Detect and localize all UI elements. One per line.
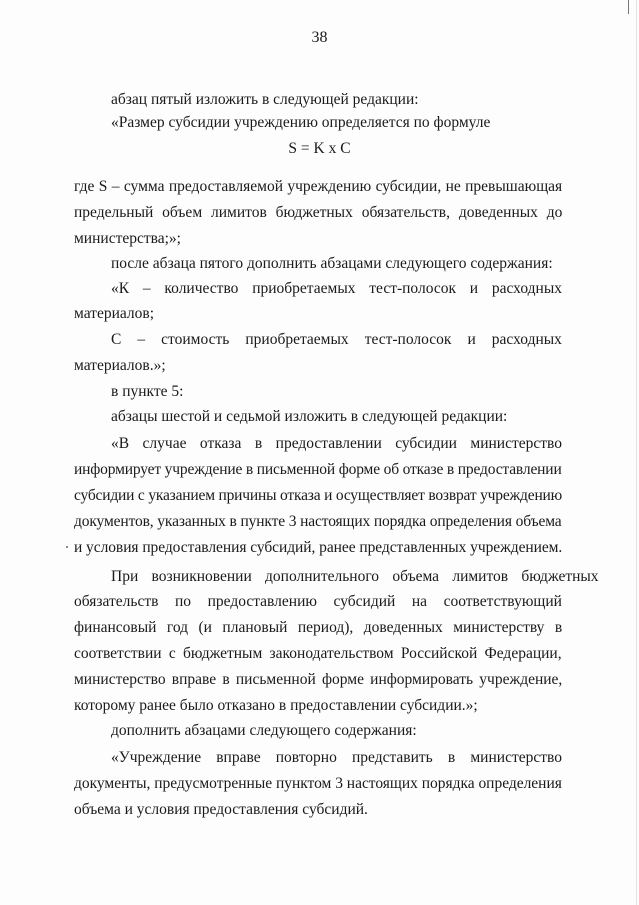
justified-line: [111, 748, 562, 768]
paragraph-line: дополнить абзацами следующего содержания:: [111, 722, 417, 739]
paragraph-line: объема и условия предоставления субсидий.: [74, 801, 368, 818]
word: представить: [351, 749, 433, 766]
word: «В: [111, 435, 130, 452]
word: обязательств: [74, 593, 159, 610]
word: С: [111, 331, 122, 348]
word: соответствующий: [443, 593, 562, 610]
paragraph-line: которому ранее было отказано в предоставлении субсидии.»;: [74, 697, 478, 714]
paragraph-line: информирует учреждение в письменной форме об отказе в предоставлении: [74, 461, 562, 478]
paragraph-line: предельный объем лимитов бюджетных обязательств, доведенных до: [74, 204, 563, 221]
paragraph-line: субсидии с указанием причины отказа и осуществляет возврат учреждению: [74, 487, 563, 504]
paragraph-line: после абзаца пятого дополнить абзацами следующего содержания:: [111, 255, 553, 272]
justified-line: [111, 330, 562, 350]
paragraph-line: документы, предусмотренные пунктом 3 настоящих порядка определения: [74, 775, 562, 792]
scan-artifact-dot: [66, 546, 68, 548]
justified-line: [111, 279, 562, 299]
word: и: [467, 331, 476, 348]
scan-artifact-edge: [636, 0, 637, 905]
paragraph-line: министерства;»;: [74, 230, 181, 247]
scan-artifact-line: [628, 0, 629, 14]
word: –: [142, 280, 151, 297]
word: –: [137, 331, 146, 348]
word: отказа: [199, 435, 242, 452]
justified-line: [111, 434, 562, 454]
paragraph-line: где S – сумма предоставляемой учреждению субсидии, не превышающая: [74, 178, 563, 195]
word: расходных: [491, 280, 562, 297]
paragraph-line: финансовый год (и плановый период), доведенных министерству в: [74, 619, 563, 636]
paragraph-line: документов, указанных в пункте 3 настоящих порядка определения объема: [74, 513, 562, 530]
word: тест-полосок: [369, 280, 457, 297]
paragraph-line: абзацы шестой и седьмой изложить в следующей редакции:: [111, 408, 508, 425]
paragraph-line: При возникновении дополнительного объема лимитов бюджетных: [111, 568, 599, 585]
paragraph-line: министерство вправе в письменной форме информировать учреждение,: [74, 671, 563, 688]
word: «К: [111, 280, 130, 297]
page-number: 38: [311, 29, 328, 46]
paragraph-line: и условия предоставления субсидий, ранее представленных учреждением.: [74, 539, 563, 556]
word: министерство: [470, 749, 562, 766]
word: и: [469, 280, 479, 297]
paragraph-line: материалов;: [74, 305, 155, 322]
word: в: [447, 749, 456, 766]
word: приобретаемых: [245, 331, 349, 348]
word: министерство: [470, 435, 562, 452]
word: предоставлении: [275, 435, 382, 452]
word: субсидии: [395, 435, 457, 452]
paragraph-line: соответствии с бюджетным законодательством Российской Федерации,: [74, 645, 562, 662]
word: в: [254, 435, 263, 452]
word: случае: [142, 435, 187, 452]
word: на: [411, 593, 428, 610]
word: вправе: [216, 749, 261, 766]
word: по: [174, 593, 192, 610]
word: стоимость: [161, 331, 230, 348]
justified-line: [74, 592, 562, 612]
word: количество: [164, 280, 239, 297]
word: приобретаемых: [252, 280, 356, 297]
paragraph-line: в пункте 5:: [111, 383, 184, 400]
word: предоставлению: [207, 593, 317, 610]
word: расходных: [491, 331, 562, 348]
paragraph-line: материалов.»;: [74, 357, 166, 374]
paragraph-line: абзац пятый изложить в следующей редакции:: [111, 91, 419, 108]
word: повторно: [275, 749, 337, 766]
word: субсидий: [333, 593, 396, 610]
paragraph-line: «Размер субсидии учреждению определяется по формуле: [111, 114, 491, 131]
word: «Учреждение: [111, 749, 202, 766]
formula: S = K x C: [288, 140, 351, 157]
word: тест-полосок: [364, 331, 452, 348]
